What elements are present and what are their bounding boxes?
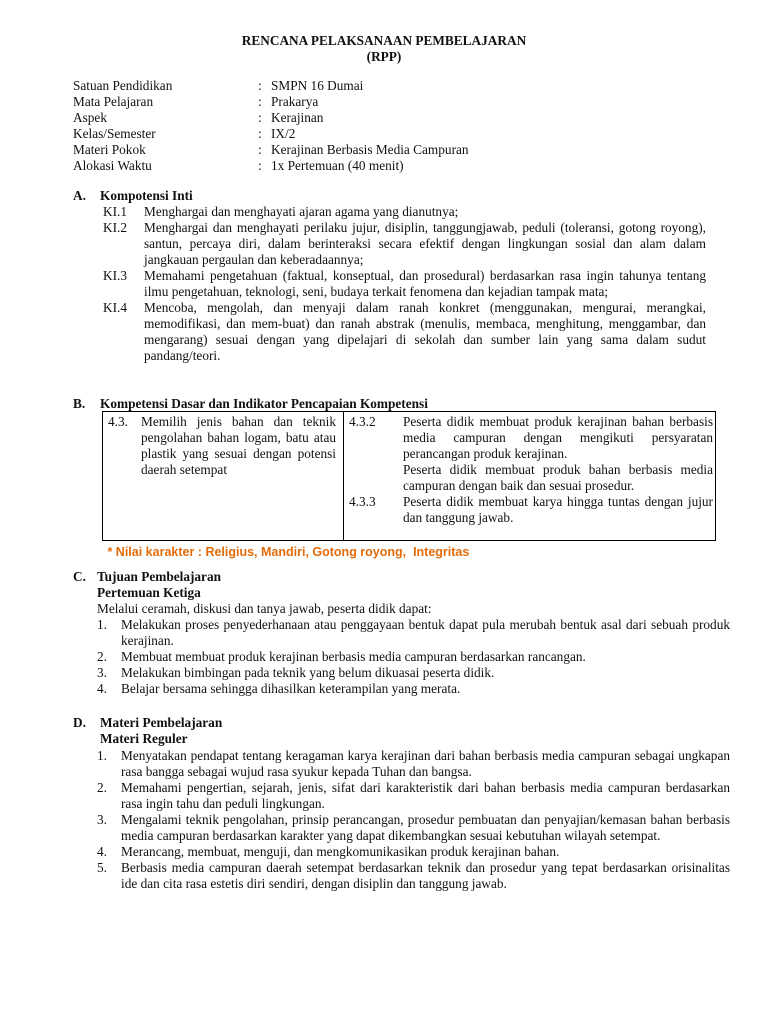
list-number: 1.: [97, 617, 107, 632]
info-row: [73, 126, 713, 142]
info-separator: :: [258, 126, 262, 141]
list-text: Menyatakan pendapat tentang keragaman karya kerajinan dari bahan berbasis media campuran sebagai ungkapan rasa bangga sebagai wujud rasa syukur kepada Tuhan dan bangsa.: [121, 748, 730, 779]
character-values-note: * Nilai karakter : Religius, Mandiri, Gotong royong, Integritas: [104, 545, 470, 559]
info-label: Satuan Pendidikan: [73, 78, 173, 93]
table-row: [103, 412, 716, 541]
section-title: Kompotensi Inti: [100, 188, 193, 203]
document-title: RENCANA PELAKSANAAN PEMBELAJARAN: [241, 33, 527, 48]
indicator-text: Peserta didik membuat produk kerajinan bahan berbasis media campuran dengan mengikuti persyaratan perancangan produk kerajinan.: [403, 414, 713, 461]
info-label: Alokasi Waktu: [73, 158, 152, 173]
info-label: Aspek: [73, 110, 107, 125]
section-a-heading: [73, 188, 713, 204]
list-text: Belajar bersama sehingga dihasilkan keterampilan yang merata.: [121, 681, 461, 696]
ki-code: KI.4: [103, 300, 128, 315]
section-title: Tujuan Pembelajaran: [97, 569, 221, 584]
material-subheading: Materi Reguler: [100, 731, 188, 746]
list-number: 1.: [97, 748, 107, 763]
info-row: [73, 158, 713, 174]
info-value: SMPN 16 Dumai: [271, 78, 364, 93]
list-number: 3.: [97, 812, 107, 827]
core-competence-list: [103, 204, 706, 364]
list-number: 5.: [97, 860, 107, 875]
list-number: 2.: [97, 780, 107, 795]
info-separator: :: [258, 78, 262, 93]
section-title: Materi Pembelajaran: [100, 715, 223, 730]
identity-table: [73, 78, 713, 174]
list-number: 3.: [97, 665, 107, 680]
info-value: IX/2: [271, 126, 296, 141]
list-number: 4.: [97, 681, 107, 696]
info-value: Prakarya: [271, 94, 319, 109]
list-text: Merancang, membuat, menguji, dan mengkomunikasikan produk kerajinan bahan.: [121, 844, 560, 859]
indicator-item: [349, 494, 713, 526]
info-separator: :: [258, 94, 262, 109]
document-subtitle: (RPP): [366, 49, 402, 64]
ki-item: [103, 300, 706, 364]
info-label: Materi Pokok: [73, 142, 146, 157]
section-d-heading: [73, 715, 713, 731]
ki-code: KI.1: [103, 204, 128, 219]
section-c-heading: [73, 569, 713, 585]
section-b-heading: [73, 396, 713, 412]
kd-number: 4.3.: [108, 414, 128, 429]
list-item: [97, 844, 730, 860]
list-item: [97, 812, 730, 844]
list-item: [97, 748, 730, 780]
info-value: Kerajinan Berbasis Media Campuran: [271, 142, 469, 157]
list-text: Melakukan bimbingan pada teknik yang belum dikuasai peserta didik.: [121, 665, 495, 680]
indicator-text: Peserta didik membuat karya hingga tuntas dengan jujur dan tanggung jawab.: [403, 494, 713, 525]
info-row: [73, 142, 713, 158]
info-row: [73, 110, 713, 126]
indicator-item: [349, 462, 713, 494]
ki-code: KI.2: [103, 220, 128, 235]
list-item: [97, 780, 730, 812]
ki-text: Menghargai dan menghayati perilaku jujur, disiplin, tanggungjawab, peduli (toleransi, gotong royong), santun, percaya diri, dalam berinteraksi secara efektif dengan lingkungan sosial dan alam dalam jangkauan pergaulan dan keberadaannya;: [144, 220, 706, 267]
objectives-intro: Melalui ceramah, diskusi dan tanya jawab, peserta didik dapat:: [97, 601, 432, 616]
list-text: Memahami pengertian, sejarah, jenis, sifat dari karakteristik dari bahan berbasis media campuran berdasarkan rasa ingin tahu dan peduli lingkungan.: [121, 780, 730, 811]
list-item: [97, 617, 730, 649]
section-title: Kompetensi Dasar dan Indikator Pencapaian Kompetensi: [100, 396, 428, 411]
list-item: [97, 649, 730, 665]
objectives-list: [97, 617, 730, 697]
list-text: Membuat membuat produk kerajinan berbasis media campuran berdasarkan rancangan.: [121, 649, 586, 664]
section-letter: C.: [73, 569, 86, 584]
list-item: [97, 681, 730, 697]
indicator-number: 4.3.2: [349, 414, 376, 429]
info-separator: :: [258, 142, 262, 157]
info-label: Kelas/Semester: [73, 126, 156, 141]
section-letter: D.: [73, 715, 86, 730]
list-text: Mengalami teknik pengolahan, prinsip perancangan, prosedur pembuatan dan penyajian/kemasan bahan berbasis media campuran berdasarkan karakter yang dapat dikembangkan sesuai kebutuhan wilayah setempat.: [121, 812, 730, 843]
info-value: 1x Pertemuan (40 menit): [271, 158, 404, 173]
list-item: [97, 665, 730, 681]
section-letter: B.: [73, 396, 86, 411]
list-item: [97, 860, 730, 892]
list-number: 2.: [97, 649, 107, 664]
info-row: [73, 94, 713, 110]
list-number: 4.: [97, 844, 107, 859]
info-row: [73, 78, 713, 94]
info-separator: :: [258, 110, 262, 125]
info-label: Mata Pelajaran: [73, 94, 154, 109]
ki-code: KI.3: [103, 268, 128, 283]
ki-item: [103, 268, 706, 300]
indicator-text: Peserta didik membuat produk bahan berbasis media campuran dengan baik dan sesuai prosedur.: [403, 462, 713, 493]
ki-item: [103, 204, 706, 220]
ki-item: [103, 220, 706, 268]
info-value: Kerajinan: [271, 110, 324, 125]
ki-text: Menghargai dan menghayati ajaran agama yang dianutnya;: [144, 204, 459, 219]
section-letter: A.: [73, 188, 86, 203]
material-list: [97, 748, 730, 892]
list-text: Berbasis media campuran daerah setempat berdasarkan teknik dan prosedur yang tepat berdasarkan orisinalitas ide dan cita rasa estetis diri sendiri, dengan disiplin dan tanggung jawab.: [121, 860, 730, 891]
ki-text: Mencoba, mengolah, dan menyaji dalam ranah konkret (menggunakan, mengurai, merangkai, memodifikasi, dan mem-buat) dan ranah abstrak (menulis, membaca, menghitung, menggambar, dan mengarang) sesuai dengan yang dipelajari di sekolah dan sumber lain yang sama dalam sudut pandang/teori.: [144, 300, 706, 363]
indicator-cell: [344, 412, 716, 541]
basic-competence-cell: [103, 412, 344, 541]
indicator-number: 4.3.3: [349, 494, 376, 509]
info-separator: :: [258, 158, 262, 173]
meeting-subheading: Pertemuan Ketiga: [97, 585, 201, 600]
competence-table: [102, 411, 716, 541]
kd-text: Memilih jenis bahan dan teknik pengolahan bahan logam, batu atau plastik yang sesuai dengan potensi daerah setempat: [141, 414, 336, 477]
indicator-item: [349, 414, 713, 462]
list-text: Melakukan proses penyederhanaan atau penggayaan bentuk dapat pula merubah bentuk asal dari sebuah produk kerajinan.: [121, 617, 730, 648]
ki-text: Memahami pengetahuan (faktual, konseptual, dan prosedural) berdasarkan rasa ingin tahunya tentang ilmu pengetahuan, teknologi, seni, budaya terkait fenomena dan kejadian tampak mata;: [144, 268, 706, 299]
